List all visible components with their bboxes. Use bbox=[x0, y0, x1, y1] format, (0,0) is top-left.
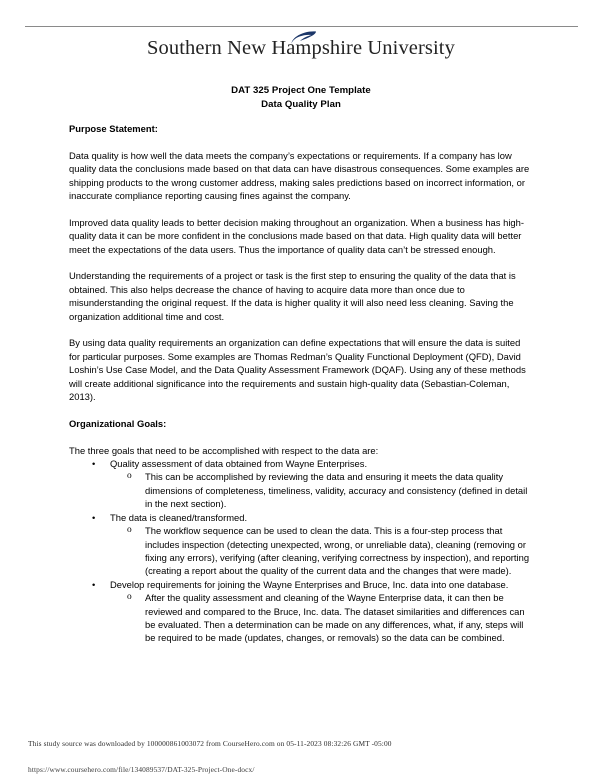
document-body bbox=[69, 122, 533, 645]
spacer bbox=[69, 135, 533, 148]
list-item bbox=[69, 457, 533, 511]
goal-sub-text: This can be accomplished by reviewing the data and ensuring it meets the data quality dimensions of completeness, timeliness, validity, accuracy and consistency (defined in detail in the next section). bbox=[145, 471, 528, 510]
goal-sublist bbox=[110, 591, 533, 645]
goal-sub-text: The workflow sequence can be used to clean the data. This is a four-step process that includes inspection (detecting unexpected, wrong, or unreliable data), cleaning (removing or fixing any errors), verifying (after cleaning, verifying correctness by inspection), and reporting (creating a report about the quality of the current data and the changes that were made). bbox=[145, 525, 530, 577]
logo-wrap bbox=[147, 38, 455, 60]
title-line-2: Data Quality Plan bbox=[261, 98, 341, 110]
download-notice: This study source was downloaded by 100000861003072 from CourseHero.com on 05-11-2023 08:32:26 GMT -05:00 bbox=[28, 739, 392, 748]
bullet-marker-icon: • bbox=[92, 458, 96, 470]
goal-sublist bbox=[110, 524, 533, 578]
goal-text: Develop requirements for joining the Wayne Enterprises and Bruce, Inc. data into one database. bbox=[110, 578, 509, 590]
source-url[interactable]: https://www.coursehero.com/file/134089537/DAT-325-Project-One-docx/ bbox=[28, 765, 255, 774]
purpose-paragraph-1: Data quality is how well the data meets the company’s expectations or requirements. If a company has low quality data the conclusions made based on that data can have disastrous consequences. Some examples are shipping products to the wrong customer address, making sales predictions based on incorrect information, or inaccurate compliance reporting causing fines against the company. bbox=[69, 149, 530, 202]
page-top-rule bbox=[25, 26, 578, 27]
goal-text: Quality assessment of data obtained from Wayne Enterprises. bbox=[110, 458, 368, 470]
bullet-marker-icon: • bbox=[92, 578, 96, 590]
spacer bbox=[69, 323, 533, 336]
sub-bullet-marker-icon: o bbox=[127, 525, 132, 536]
spacer bbox=[69, 202, 533, 215]
spacer bbox=[69, 403, 533, 416]
goal-sub-text: After the quality assessment and cleaning of the Wayne Enterprise data, it can then be reviewed and compared to the Bruce, Inc. data. The dataset similarities and differences can be evaluated. Then a determination can be made on any differences, what, if any, steps will be required to be made (updates, changes, or removals) so the data can be combined. bbox=[145, 592, 525, 644]
goals-intro: The three goals that need to be accomplished with respect to the data are: bbox=[69, 444, 379, 456]
university-logo bbox=[0, 38, 602, 60]
logo-text: Southern New Hampshire University bbox=[147, 37, 455, 59]
spacer bbox=[69, 430, 533, 443]
heading-organizational-goals: Organizational Goals: bbox=[69, 417, 167, 429]
document-title bbox=[0, 84, 602, 111]
list-item bbox=[110, 524, 533, 578]
purpose-paragraph-2: Improved data quality leads to better decision making throughout an organization. When a business has high-quality data it can be more confident in the conclusions made based on that data. High quality data will better meet the expectations of the data users. Thus the importance of quality data can’t be stressed enough. bbox=[69, 216, 524, 255]
list-item bbox=[69, 578, 533, 645]
purpose-paragraph-4: By using data quality requirements an organization can define expectations that will ensure the data is suited for particular purposes. Some examples are Thomas Redman’s Quality Functional Deployment (QFD), David Loshin’s Use Case Model, and the Data Quality Assessment Framework (DQAF). Using any of these methods will create additional significance into the requirements and sustain high-quality data (Sebastian-Coleman, 2013). bbox=[69, 337, 526, 403]
spacer bbox=[69, 256, 533, 269]
bullet-marker-icon: • bbox=[92, 511, 96, 523]
list-item bbox=[110, 591, 533, 645]
sub-bullet-marker-icon: o bbox=[127, 592, 132, 603]
goals-list bbox=[69, 457, 533, 645]
leaf-mark-icon bbox=[291, 31, 317, 44]
goal-text: The data is cleaned/transformed. bbox=[110, 511, 248, 523]
list-item bbox=[110, 470, 533, 510]
heading-purpose-statement: Purpose Statement: bbox=[69, 123, 158, 134]
title-line-1: DAT 325 Project One Template bbox=[231, 85, 371, 96]
list-item bbox=[69, 511, 533, 578]
goal-sublist bbox=[110, 470, 533, 510]
purpose-paragraph-3: Understanding the requirements of a project or task is the first step to ensuring the quality of the data that is obtained. This also helps decrease the chance of having to acquire data more than once due to misunderstanding the original request. If the data is higher quality it will also need less cleaning. Saving the organization additional time and cost. bbox=[69, 270, 516, 322]
sub-bullet-marker-icon: o bbox=[127, 471, 132, 482]
